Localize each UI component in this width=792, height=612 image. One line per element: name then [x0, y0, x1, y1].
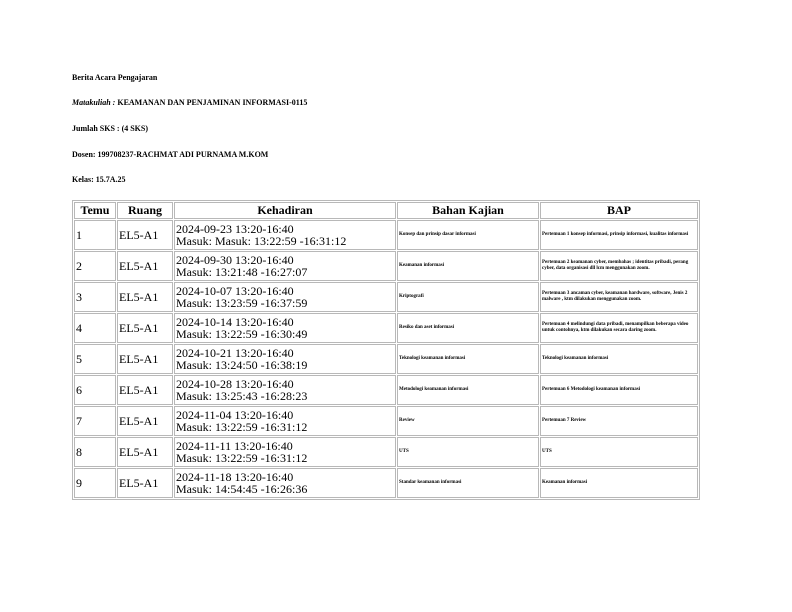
checkin-text: Masuk: Masuk: 13:22:59 -16:31:12 — [176, 234, 347, 248]
meeting-number: 5 — [74, 344, 116, 374]
attendance-cell — [174, 406, 396, 436]
bap-cell: Teknologi keamanan informasi — [540, 344, 698, 374]
bap-cell: Pertemuan 1 konsep informasi, prinsip informasi, kualitas informasi — [540, 220, 698, 250]
attendance-cell — [174, 282, 396, 312]
attendance-cell — [174, 468, 396, 498]
table-body — [74, 220, 698, 498]
room-cell: EL5-A1 — [117, 344, 173, 374]
checkin-text: Masuk: 14:54:45 -16:26:36 — [176, 482, 308, 496]
meeting-number: 9 — [74, 468, 116, 498]
table-row — [74, 220, 698, 250]
checkin-text: Masuk: 13:25:43 -16:28:23 — [176, 389, 308, 403]
bap-cell: Pertemuan 7 Review — [540, 406, 698, 436]
checkin-text: Masuk: 13:23:59 -16:37:59 — [176, 296, 308, 310]
bap-cell: Pertemuan 4 melindungi data pribadi, menampilkan beberapa video untuk contohnya, ktm dilakukan secara daring zoom. — [540, 313, 698, 343]
meeting-number: 3 — [74, 282, 116, 312]
bap-cell: Pertemuan 3 ancaman cyber, keamanan hardware, software, Jenis 2 malware , ktm dilakukan menggunakan zoom. — [540, 282, 698, 312]
schedule-text: 2024-10-07 13:20-16:40 — [176, 284, 294, 298]
course-line — [72, 98, 307, 107]
table-row — [74, 437, 698, 467]
topic-cell: Teknologi keamanan informasi — [397, 344, 539, 374]
room-cell: EL5-A1 — [117, 375, 173, 405]
schedule-text: 2024-09-30 13:20-16:40 — [176, 253, 294, 267]
attendance-cell — [174, 220, 396, 250]
meeting-number: 8 — [74, 437, 116, 467]
room-cell: EL5-A1 — [117, 220, 173, 250]
topic-cell: Kriptografi — [397, 282, 539, 312]
checkin-text: Masuk: 13:22:59 -16:31:12 — [176, 451, 308, 465]
checkin-text: Masuk: 13:21:48 -16:27:07 — [176, 265, 308, 279]
table-row — [74, 406, 698, 436]
column-header-bap: BAP — [540, 202, 698, 219]
table-row — [74, 313, 698, 343]
room-cell: EL5-A1 — [117, 313, 173, 343]
topic-cell: Review — [397, 406, 539, 436]
table-row — [74, 344, 698, 374]
topic-cell: Standar keamanan informasi — [397, 468, 539, 498]
course-value: KEAMANAN DAN PENJAMINAN INFORMASI-0115 — [117, 98, 308, 107]
bap-cell: Pertemuan 6 Metodologi keamanan informasi — [540, 375, 698, 405]
room-cell: EL5-A1 — [117, 437, 173, 467]
column-header-attendance: Kehadiran — [174, 202, 396, 219]
bap-cell: Keamanan informasi — [540, 468, 698, 498]
room-cell: EL5-A1 — [117, 251, 173, 281]
meeting-number: 6 — [74, 375, 116, 405]
schedule-text: 2024-11-04 13:20-16:40 — [176, 408, 294, 422]
room-cell: EL5-A1 — [117, 468, 173, 498]
schedule-text: 2024-10-28 13:20-16:40 — [176, 377, 294, 391]
room-cell: EL5-A1 — [117, 406, 173, 436]
bap-cell: UTS — [540, 437, 698, 467]
meeting-number: 1 — [74, 220, 116, 250]
topic-cell: Resiko dan aset informasi — [397, 313, 539, 343]
topic-cell: Konsep dan prinsip dasar informasi — [397, 220, 539, 250]
column-header-meeting: Temu — [74, 202, 116, 219]
class-line: Kelas: 15.7A.25 — [72, 175, 126, 184]
column-header-topic: Bahan Kajian — [397, 202, 539, 219]
attendance-cell — [174, 375, 396, 405]
schedule-text: 2024-10-21 13:20-16:40 — [176, 346, 294, 360]
meeting-number: 2 — [74, 251, 116, 281]
meeting-number: 4 — [74, 313, 116, 343]
sks-line: Jumlah SKS : (4 SKS) — [72, 124, 149, 133]
topic-cell: Metodologi keamanan informasi — [397, 375, 539, 405]
bap-cell: Pertemuan 2 keamanan cyber, membahas ; identitas pribadi, perang cyber, data organisasi dll lcm menggunakan zoom. — [540, 251, 698, 281]
table-row — [74, 375, 698, 405]
meeting-number: 7 — [74, 406, 116, 436]
checkin-text: Masuk: 13:22:59 -16:31:12 — [176, 420, 308, 434]
table-header-row — [74, 202, 698, 219]
attendance-cell — [174, 313, 396, 343]
checkin-text: Masuk: 13:24:50 -16:38:19 — [176, 358, 308, 372]
attendance-cell — [174, 251, 396, 281]
schedule-text: 2024-09-23 13:20-16:40 — [176, 222, 294, 236]
course-label: Matakuliah : — [72, 98, 116, 107]
table-row — [74, 251, 698, 281]
table-row — [74, 468, 698, 498]
schedule-text: 2024-11-18 13:20-16:40 — [176, 470, 294, 484]
attendance-cell — [174, 344, 396, 374]
column-header-room: Ruang — [117, 202, 173, 219]
checkin-text: Masuk: 13:22:59 -16:30:49 — [176, 327, 308, 341]
schedule-text: 2024-10-14 13:20-16:40 — [176, 315, 294, 329]
topic-cell: UTS — [397, 437, 539, 467]
attendance-cell — [174, 437, 396, 467]
attendance-table — [72, 200, 700, 500]
room-cell: EL5-A1 — [117, 282, 173, 312]
document-title: Berita Acara Pengajaran — [72, 73, 158, 82]
schedule-text: 2024-11-11 13:20-16:40 — [176, 439, 293, 453]
lecturer-line: Dosen: 199708237-RACHMAT ADI PURNAMA M.KOM — [72, 150, 269, 159]
topic-cell: Keamanan informasi — [397, 251, 539, 281]
table-row — [74, 282, 698, 312]
